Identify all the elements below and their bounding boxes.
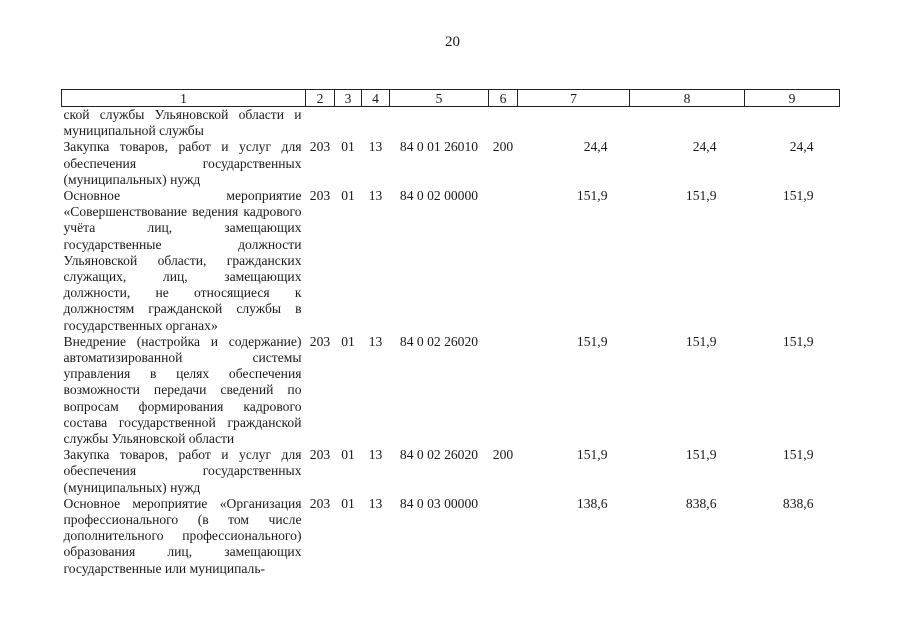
cell-c8 (630, 107, 745, 140)
cell-c9: 151,9 (782, 333, 814, 349)
cell-c6: 200 (492, 139, 514, 155)
cell-c4 (362, 107, 390, 140)
cell-c5: 84 0 01 26010 (399, 139, 479, 155)
column-header: 2 (306, 90, 335, 107)
cell-c3: 01 (341, 188, 355, 204)
table-row (62, 496, 840, 577)
column-header: 5 (390, 90, 489, 107)
column-header: 6 (489, 90, 518, 107)
cell-c8: 151,9 (685, 447, 717, 463)
cell-c9: 24,4 (789, 139, 814, 155)
cell-c2: 203 (309, 447, 331, 463)
page-number: 20 (445, 34, 460, 50)
cell-c4: 13 (368, 188, 383, 204)
cell-c7: 151,9 (576, 447, 608, 463)
cell-c7 (518, 107, 630, 140)
cell-c2: 203 (309, 188, 331, 204)
cell-c3: 01 (341, 447, 355, 463)
column-header: 3 (335, 90, 362, 107)
row-name: Закупка товаров, работ и услуг для обеспечения государственных (муниципальных) нужд (63, 447, 302, 495)
cell-c5: 84 0 02 26020 (399, 447, 479, 463)
cell-c4: 13 (368, 447, 383, 463)
cell-c3: 01 (341, 139, 355, 155)
cell-c3: 01 (341, 495, 355, 511)
cell-c6 (489, 188, 518, 334)
cell-c6 (489, 334, 518, 447)
cell-c7: 138,6 (576, 495, 608, 511)
cell-c2 (306, 107, 335, 140)
column-header: 7 (518, 90, 630, 107)
row-name: ской службы Ульяновской области и муниципальной службы (63, 107, 302, 139)
cell-c3 (335, 107, 362, 140)
column-header: 1 (62, 90, 306, 107)
cell-c8: 151,9 (685, 188, 717, 204)
cell-c8: 151,9 (685, 333, 717, 349)
column-number-header (62, 90, 840, 107)
cell-c7: 24,4 (583, 139, 608, 155)
cell-c2: 203 (309, 139, 331, 155)
row-name: Внедрение (настройка и содержание) автоматизированной системы управления в целях обеспечения возможности передачи сведений по вопросам формирования кадрового состава государственной гражданской службы Ульяновской области (63, 333, 302, 447)
cell-c5: 84 0 03 00000 (399, 495, 479, 511)
row-name: Закупка товаров, работ и услуг для обеспечения государственных (муниципальных) нужд (63, 139, 302, 187)
cell-c8: 838,6 (685, 495, 717, 511)
cell-c5: 84 0 02 26020 (399, 333, 479, 349)
cell-c6: 200 (492, 447, 514, 463)
cell-c5: 84 0 02 00000 (399, 188, 479, 204)
cell-c7: 151,9 (576, 333, 608, 349)
cell-c4: 13 (368, 139, 383, 155)
cell-c8: 24,4 (692, 139, 717, 155)
budget-table (61, 89, 840, 577)
cell-c4: 13 (368, 495, 383, 511)
table-row (62, 139, 840, 188)
cell-c5 (390, 107, 489, 140)
cell-c2: 203 (309, 495, 331, 511)
column-header: 9 (745, 90, 840, 107)
cell-c3: 01 (341, 333, 355, 349)
cell-c9: 838,6 (782, 495, 814, 511)
table-row (62, 334, 840, 447)
cell-c6 (489, 107, 518, 140)
column-header: 8 (630, 90, 745, 107)
column-header: 4 (362, 90, 390, 107)
cell-c4: 13 (368, 333, 383, 349)
cell-c9: 151,9 (782, 447, 814, 463)
row-name: Основное мероприятие «Совершенствование ведения кадрового учёта лиц, замещающих государственные должности Ульяновской области, гражданских служащих, лиц, замещающих должности, не относящиеся к должностям гражданской службы в государственных органах» (63, 188, 302, 333)
cell-c6 (489, 496, 518, 577)
table-row (62, 107, 840, 140)
cell-c9 (745, 107, 840, 140)
cell-c2: 203 (309, 333, 331, 349)
cell-c7: 151,9 (576, 188, 608, 204)
table-row (62, 447, 840, 496)
row-name: Основное мероприятие «Организация профессионального (в том числе дополнительного профессионального) образования лиц, замещающих государственные или муниципаль- (63, 495, 302, 576)
table-row (62, 188, 840, 334)
cell-c9: 151,9 (782, 188, 814, 204)
